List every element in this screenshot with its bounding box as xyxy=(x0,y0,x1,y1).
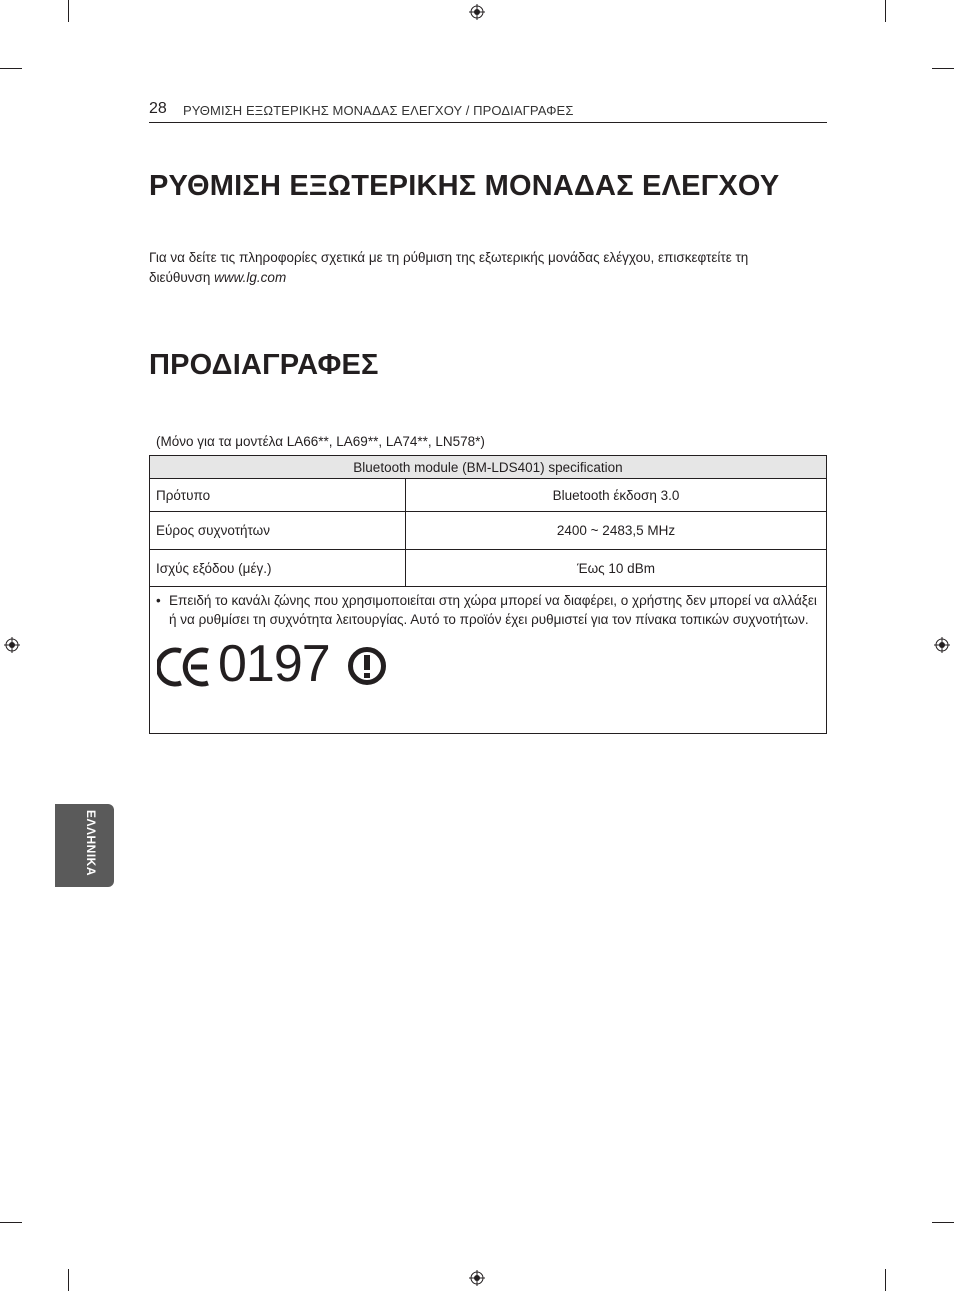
crop-mark xyxy=(885,0,886,22)
section-title-setup: ΡΥΘΜΙΣΗ ΕΞΩΤΕΡΙΚΗΣ ΜΟΝΑΔΑΣ ΕΛΕΓΧΟΥ xyxy=(149,170,780,202)
setup-paragraph xyxy=(149,248,809,287)
section-title-specs: ΠΡΟΔΙΑΓΡΑΦΕΣ xyxy=(149,349,379,381)
row-label: Εύρος συχνοτήτων xyxy=(150,512,406,550)
row-value: Έως 10 dBm xyxy=(406,550,827,587)
crop-mark xyxy=(68,1269,69,1291)
crop-mark xyxy=(0,68,22,69)
spec-table-header: Bluetooth module (BM-LDS401) specification xyxy=(150,456,827,479)
crop-mark xyxy=(885,1269,886,1291)
bullet: • xyxy=(156,593,161,608)
row-label: Πρότυπο xyxy=(150,479,406,512)
ce-notified-body-number: 0197 xyxy=(218,635,330,693)
alert-icon xyxy=(347,646,387,686)
registration-mark-icon xyxy=(469,1270,485,1286)
crop-mark xyxy=(932,1222,954,1223)
row-label: Ισχύς εξόδου (μέγ.) xyxy=(150,550,406,587)
website-link[interactable]: www.lg.com xyxy=(214,269,287,285)
row-value: Bluetooth έκδοση 3.0 xyxy=(406,479,827,512)
language-tab xyxy=(55,804,114,887)
table-row xyxy=(150,512,827,550)
setup-text: Για να δείτε τις πληροφορίες σχετικά με τη ρύθμιση της εξωτερικής μονάδας ελέγχου, επισκεφτείτε τη διεύθυνση xyxy=(149,250,749,285)
spec-table-header-row xyxy=(150,456,827,479)
registration-mark-icon xyxy=(934,637,950,653)
crop-mark xyxy=(932,68,954,69)
crop-mark xyxy=(68,0,69,22)
ce-marking xyxy=(156,635,820,693)
models-note: (Μόνο για τα μοντέλα LA66**, LA69**, LA74**, LN578*) xyxy=(156,434,485,449)
registration-mark-icon xyxy=(469,4,485,20)
footnote xyxy=(156,591,819,629)
running-header xyxy=(149,100,827,123)
page-number: 28 xyxy=(149,100,167,117)
row-value: 2400 ~ 2483,5 MHz xyxy=(406,512,827,550)
footnote-cell xyxy=(150,587,827,734)
running-title: ΡΥΘΜΙΣΗ ΕΞΩΤΕΡΙΚΗΣ ΜΟΝΑΔΑΣ ΕΛΕΓΧΟΥ / ΠΡΟΔΙΑΓΡΑΦΕΣ xyxy=(183,103,574,118)
spec-table-footnote-row xyxy=(150,587,827,734)
table-row xyxy=(150,550,827,587)
crop-mark xyxy=(0,1222,22,1223)
table-row xyxy=(150,479,827,512)
ce-mark-icon xyxy=(157,646,211,688)
footnote-text: Επειδή το κανάλι ζώνης που χρησιμοποιείται στη χώρα μπορεί να διαφέρει, ο χρήστης δεν μπορεί να αλλάξει ή να ρυθμίσει τη συχνότητα λειτουργίας. Αυτό το προϊόν έχει ρυθμιστεί για τον πίνακα τοπικών συχνοτήτων. xyxy=(169,593,817,627)
language-tab-label: ΕΛΛΗΝΙΚΑ xyxy=(84,810,98,877)
registration-mark-icon xyxy=(4,637,20,653)
spec-table xyxy=(149,455,827,734)
